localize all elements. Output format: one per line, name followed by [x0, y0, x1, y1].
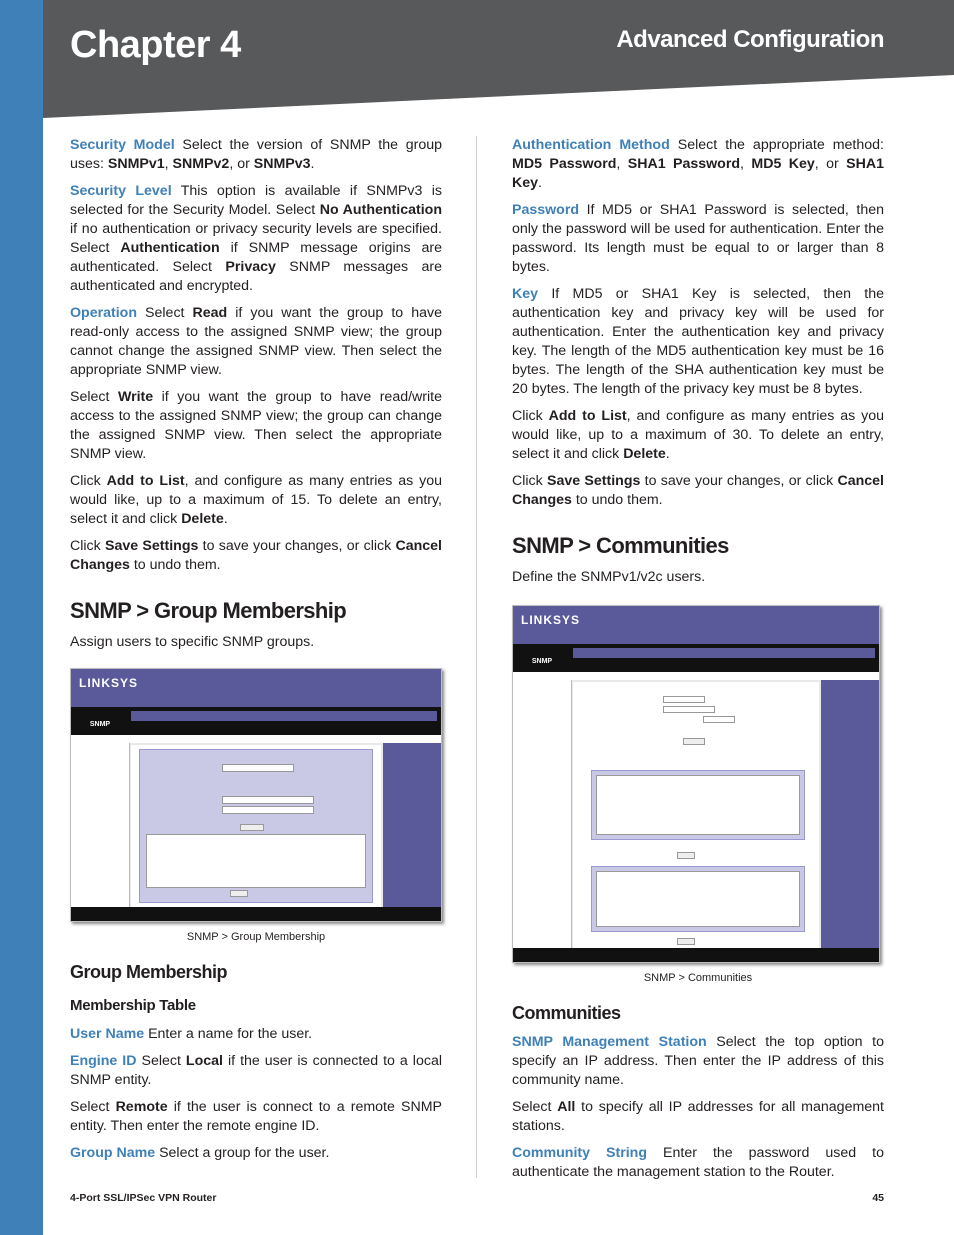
screenshot-field [703, 716, 735, 723]
footer-page-number: 45 [872, 1192, 884, 1204]
screenshot-main [573, 682, 819, 948]
caption-group-membership: SNMP > Group Membership [186, 931, 326, 943]
text: to undo them. [129, 557, 221, 573]
paragraph-engine-id [70, 1052, 442, 1090]
term-security-model: Security Model [70, 137, 175, 153]
screenshot-delete-button [677, 938, 695, 945]
screenshot-delete-button [677, 852, 695, 859]
bold-text: Read [192, 305, 228, 321]
text: Click [512, 473, 548, 489]
linksys-logo: LINKSYS [521, 613, 581, 627]
bold-text: Cancel Changes [512, 473, 884, 508]
text: , or [814, 156, 847, 172]
screenshot-navbar [71, 707, 441, 735]
text: , and configure as many entries as you would like, up to a maximum of 15. To delete an entry, select it and click [70, 473, 442, 527]
screenshot-topbar [71, 669, 441, 707]
bold-text: MD5 Password [512, 156, 617, 172]
screenshot-field [663, 696, 705, 703]
text: if you want the group to have read-only access to the assigned SNMP view; the group cannot change the assigned SNMP view. Then select the appropriate SNMP view. [70, 305, 442, 378]
text: , or [229, 156, 254, 172]
text: Select the top option to specify an IP address. Then enter the IP address of this community name. [512, 1034, 884, 1088]
screenshot-field [663, 706, 715, 713]
caption-communities: SNMP > Communities [643, 972, 753, 984]
screenshot-group-membership [70, 668, 442, 922]
screenshot-navbar [513, 644, 879, 672]
screenshot-main [131, 745, 381, 907]
paragraph-define-users: Define the SNMPv1/v2c users. [512, 569, 706, 585]
screenshot-leftnav [513, 680, 572, 962]
screenshot-help-panel [383, 743, 441, 907]
text: if the user is connect to a remote SNMP entity. Then enter the remote engine ID. [70, 1099, 442, 1134]
paragraph-write [70, 388, 442, 464]
bold-text: Delete [181, 511, 224, 527]
text: , and configure as many entries as you would like, up to a maximum of 30. To delete an entry, select it and click [512, 408, 884, 462]
term-authentication-method: Authentication Method [512, 137, 670, 153]
screenshot-nav-label: SNMP [531, 658, 553, 665]
paragraph-select-all [512, 1098, 884, 1136]
text: to undo them. [571, 492, 663, 508]
screenshot-communities [512, 605, 880, 963]
screenshot-advanced-table [591, 866, 805, 932]
screenshot-list-box [596, 775, 800, 835]
chapter-title: Chapter 4 [70, 24, 241, 66]
text: , [164, 156, 173, 172]
paragraph-add-to-list [70, 472, 442, 529]
text: Select a group for the user. [155, 1145, 330, 1161]
screenshot-list-box [146, 834, 366, 888]
screenshot-leftnav [71, 743, 130, 921]
screenshot-list-box [596, 871, 800, 927]
text: SNMP messages are authenticated and encrypted. [70, 259, 443, 294]
text: Select the appropriate method: [669, 137, 884, 153]
bold-text: SHA1 Key [512, 156, 885, 191]
text: to save your changes, or click [640, 473, 838, 489]
heading-communities: SNMP > Communities [512, 533, 729, 558]
text: . [538, 175, 542, 191]
term-key: Key [512, 286, 539, 302]
bold-text: Save Settings [547, 473, 641, 489]
paragraph-community-string [512, 1144, 884, 1182]
text: Select [512, 1099, 558, 1115]
screenshot-add-button [683, 738, 705, 745]
text: Click [70, 473, 107, 489]
text: This option is available if SNMPv3 is selected for the Security Model. Select [70, 183, 442, 218]
term-community-string: Community String [512, 1145, 648, 1161]
heading-membership-table: Membership Table [70, 997, 196, 1014]
bold-text: Authentication [120, 240, 220, 256]
section-title: Advanced Configuration [616, 26, 884, 53]
text: Select [70, 389, 118, 405]
text: if you want the group to have read/write access to the assigned SNMP view; the group can change the assigned SNMP view. Then select the appropriate SNMP view. [70, 389, 442, 462]
left-column [70, 136, 442, 1171]
text: if SNMP message origins are authenticated. Select [70, 240, 442, 275]
text: . [665, 446, 670, 462]
bold-text: Add to List [106, 473, 185, 489]
paragraph-security-model [70, 136, 442, 174]
screenshot-field [222, 806, 314, 814]
text: If MD5 or SHA1 Password is selected, then only the password will be used for authentication. Enter the password. Its length must be equal to or larger than 8 bytes. [512, 202, 884, 275]
text: , [740, 156, 752, 172]
screenshot-bottombar [71, 907, 441, 921]
screenshot-bottombar [513, 948, 879, 962]
bold-text: Privacy [225, 259, 276, 275]
screenshot-help-panel [821, 680, 879, 948]
page-sidebar-strip [0, 0, 43, 1235]
paragraph-save-settings [70, 537, 442, 575]
screenshot-tabs [131, 711, 437, 721]
text: Select the version of SNMP the group uses: [70, 137, 442, 172]
screenshot-field [222, 764, 294, 772]
bold-text: SNMPv3 [253, 156, 311, 172]
bold-text: SNMPv2 [172, 156, 230, 172]
heading-group-membership: SNMP > Group Membership [70, 598, 347, 623]
linksys-logo: LINKSYS [79, 676, 139, 690]
column-divider [476, 136, 477, 1178]
screenshot-form [139, 749, 373, 903]
text: . [223, 511, 228, 527]
bold-text: MD5 Key [751, 156, 815, 172]
bold-text: Remote [115, 1099, 168, 1115]
term-snmp-management-station: SNMP Management Station [512, 1034, 707, 1050]
text: If MD5 or SHA1 Key is selected, then the authentication key and privacy key will be used for authentication. Enter the authentication key and privacy key. The length of the MD5 authentication key must be 16 bytes. The length of the SHA authentication key must be 20 bytes. The length of the privacy key must be 8 bytes. [512, 286, 884, 397]
text: if no authentication or privacy security levels are specified. Select [70, 221, 442, 256]
screenshot-basic-table [591, 770, 805, 840]
paragraph-group-name [70, 1144, 442, 1163]
bold-text: SNMPv1 [107, 156, 165, 172]
paragraph-user-name [70, 1025, 442, 1044]
text: , [616, 156, 628, 172]
paragraph-security-level [70, 182, 442, 296]
paragraph-authentication-method [512, 136, 884, 193]
text: . [310, 156, 315, 172]
screenshot-nav-label: SNMP [89, 721, 111, 728]
heading-group-membership-sub: Group Membership [70, 962, 228, 982]
right-column [512, 136, 884, 1190]
paragraph-key [512, 285, 884, 399]
bold-text: Add to List [548, 408, 627, 424]
paragraph-add-to-list-30 [512, 407, 884, 464]
bold-text: Write [117, 389, 154, 405]
heading-communities-sub: Communities [512, 1003, 621, 1023]
text: Enter the password used to authenticate the management station to the Router. [512, 1145, 884, 1180]
text: Click [512, 408, 549, 424]
text: Enter a name for the user. [144, 1026, 313, 1042]
screenshot-subbar [71, 735, 441, 743]
bold-text: All [557, 1099, 576, 1115]
paragraph-operation [70, 304, 442, 380]
screenshot-topbar [513, 606, 879, 644]
screenshot-tabs [573, 648, 875, 658]
footer-product: 4-Port SSL/IPSec VPN Router [70, 1192, 217, 1204]
text: Select [136, 1053, 186, 1069]
screenshot-field [222, 796, 314, 804]
screenshot-subbar [513, 672, 879, 680]
term-engine-id: Engine ID [70, 1053, 137, 1069]
bold-text: Save Settings [105, 538, 199, 554]
paragraph-password [512, 201, 884, 277]
text: if the user is connected to a local SNMP entity. [70, 1053, 442, 1088]
bold-text: Cancel Changes [70, 538, 442, 573]
screenshot-delete-button [230, 890, 248, 897]
paragraph-remote [70, 1098, 442, 1136]
text: Click [70, 538, 106, 554]
text: Select [137, 305, 193, 321]
text: to save your changes, or click [198, 538, 396, 554]
term-security-level: Security Level [70, 183, 172, 199]
paragraph-assign-users: Assign users to specific SNMP groups. [70, 634, 315, 650]
bold-text: Delete [623, 446, 666, 462]
bold-text: No Authentication [319, 202, 442, 218]
term-password: Password [512, 202, 580, 218]
paragraph-snmp-management-station [512, 1033, 884, 1090]
text: Select [70, 1099, 116, 1115]
bold-text: Local [185, 1053, 223, 1069]
bold-text: SHA1 Password [627, 156, 741, 172]
text: to specify all IP addresses for all management stations. [512, 1099, 884, 1134]
screenshot-add-button [240, 824, 264, 831]
term-group-name: Group Name [70, 1145, 156, 1161]
term-user-name: User Name [70, 1026, 145, 1042]
term-operation: Operation [70, 305, 138, 321]
paragraph-save-settings-right [512, 472, 884, 510]
